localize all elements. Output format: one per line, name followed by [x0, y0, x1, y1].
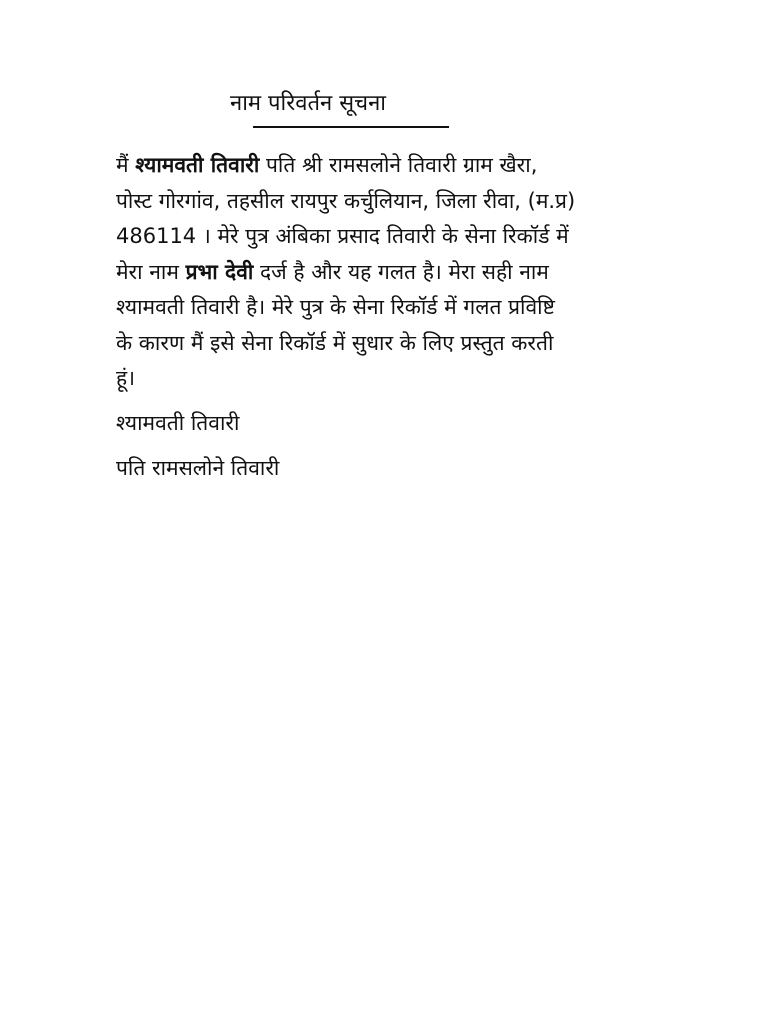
body-line-7: हूं।	[116, 366, 136, 390]
signature-name: श्यामवती तिवारी	[116, 411, 240, 435]
title-underline	[253, 126, 449, 128]
body-line-5: श्यामवती तिवारी है। मेरे पुत्र के सेना रिकॉर्ड में गलत प्रविष्टि	[116, 295, 555, 319]
body-line-3: 486114 । मेरे पुत्र अंबिका प्रसाद तिवारी के सेना रिकॉर्ड में	[116, 224, 569, 248]
body-line-1-suffix: पति श्री रामसलोने तिवारी ग्राम खैरा,	[259, 153, 538, 177]
notice-title: नाम परिवर्तन सूचना	[230, 91, 386, 116]
body-line-4	[116, 255, 646, 291]
body-line-4-prefix: मेरा नाम	[116, 259, 186, 284]
signature-husband: पति रामसलोने तिवारी	[116, 456, 280, 480]
body-line-1	[116, 148, 646, 184]
notice-body	[116, 148, 646, 397]
body-line-1-prefix: मैं	[116, 153, 136, 177]
body-line-2: पोस्ट गोरगांव, तहसील रायपुर कर्चुलियान, जिला रीवा, (म.प्र)	[116, 188, 576, 213]
body-line-4-suffix: दर्ज है और यह गलत है। मेरा सही नाम	[253, 259, 549, 284]
body-line-6: के कारण मैं इसे सेना रिकॉर्ड में सुधार के लिए प्रस्तुत करती	[116, 330, 554, 355]
wrong-name: प्रभा देवी	[185, 259, 254, 284]
declarant-name: श्यामवती तिवारी	[135, 153, 260, 177]
